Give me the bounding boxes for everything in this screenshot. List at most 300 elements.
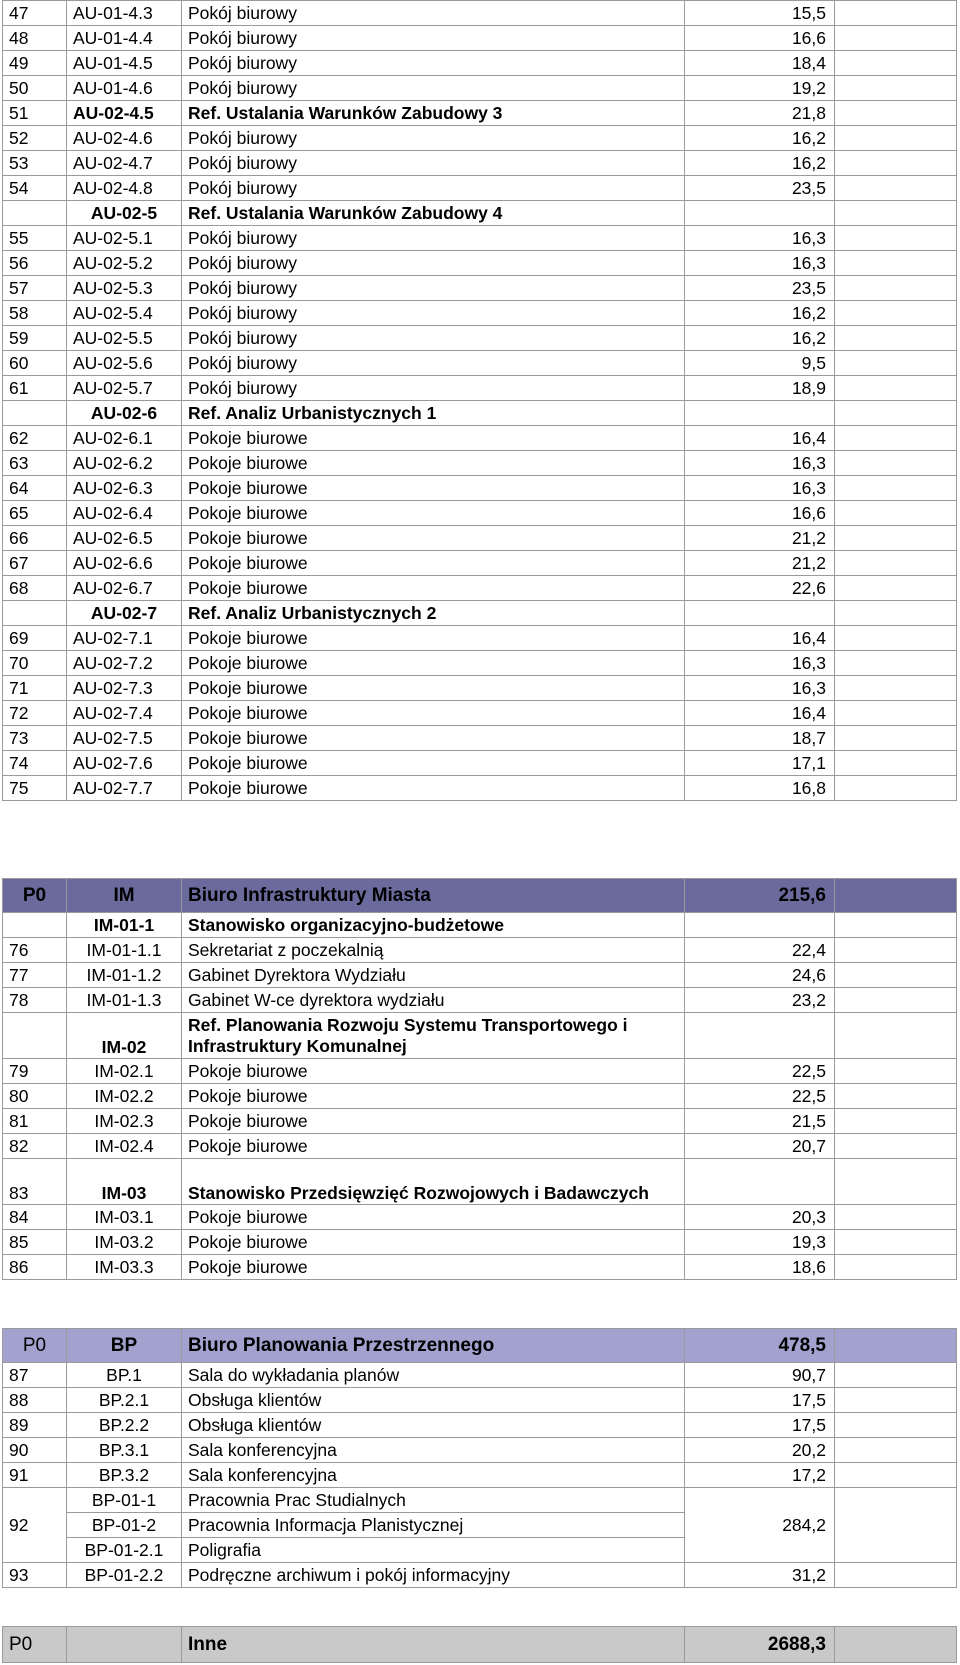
row-area: 16,2 [685,326,835,351]
table-row [3,1563,957,1588]
row-name: Obsługa klientów [182,1388,685,1413]
row-area: 17,5 [685,1413,835,1438]
row-area: 16,2 [685,126,835,151]
row-name: Pokój biurowy [182,126,685,151]
row-empty-cell [835,913,957,938]
row-area [685,401,835,426]
row-lp: 90 [3,1438,67,1463]
row-area: 17,1 [685,751,835,776]
row-code: AU-02-5.6 [67,351,182,376]
table-row [3,1463,957,1488]
im-rows-2 [3,1059,957,1159]
row-code: AU-02-5.2 [67,251,182,276]
row-area [685,913,835,938]
row-empty-cell [835,1,957,26]
table-row [3,226,957,251]
row-empty-cell [835,276,957,301]
row-empty-cell [835,1159,957,1205]
row-empty-cell [835,1109,957,1134]
row-lp: 49 [3,51,67,76]
table-row [3,726,957,751]
table-row [3,326,957,351]
bp-rows [3,1363,957,1488]
row-code: AU-01-4.4 [67,26,182,51]
im-rows-3 [3,1205,957,1280]
section-empty-cell [835,879,957,913]
row-lp: 67 [3,551,67,576]
row-empty-cell [835,1134,957,1159]
row-empty-cell [835,426,957,451]
row-area: 16,3 [685,451,835,476]
row-lp: 77 [3,963,67,988]
row-code: AU-02-6 [67,401,182,426]
row-empty-cell [835,126,957,151]
row-name: Ref. Ustalania Warunków Zabudowy 4 [182,201,685,226]
row-area: 19,3 [685,1230,835,1255]
row-lp: 66 [3,526,67,551]
row-empty-cell [835,151,957,176]
row-area: 23,5 [685,276,835,301]
row-lp: 70 [3,651,67,676]
row-area: 18,4 [685,51,835,76]
row-name: Ref. Analiz Urbanistycznych 1 [182,401,685,426]
table-row [3,251,957,276]
row-name: Pokój biurowy [182,151,685,176]
row-name: Pokoje biurowe [182,526,685,551]
row-lp: 63 [3,451,67,476]
row-lp: 60 [3,351,67,376]
section-title: Biuro Planowania Przestrzennego [182,1329,685,1363]
row-area: 16,4 [685,426,835,451]
row-lp: 69 [3,626,67,651]
row-area: 16,6 [685,26,835,51]
inne-table-block [2,1626,956,1663]
row-empty-cell [835,626,957,651]
row-lp [3,601,67,626]
row-code: AU-02-5.3 [67,276,182,301]
inne-table [2,1626,957,1663]
bp-table-block [2,1328,956,1588]
au-table-block [2,0,956,801]
row-area: 16,3 [685,251,835,276]
table-row [3,1134,957,1159]
row-code: AU-02-6.1 [67,426,182,451]
row-area: 24,6 [685,963,835,988]
row-area: 16,6 [685,501,835,526]
row-empty-cell [835,476,957,501]
row-empty-cell [835,1205,957,1230]
row-lp: 88 [3,1388,67,1413]
table-row [3,751,957,776]
row-lp [3,1013,67,1059]
group-empty-cell [835,1488,957,1563]
row-empty-cell [835,1463,957,1488]
row-empty-cell [835,1413,957,1438]
row-empty-cell [835,526,957,551]
group-item-name: Pracownia Prac Studialnych [182,1488,685,1513]
row-empty-cell [835,226,957,251]
row-empty-cell [835,676,957,701]
row-name: Pokoje biurowe [182,676,685,701]
table-row [3,1255,957,1280]
row-name: Ref. Analiz Urbanistycznych 2 [182,601,685,626]
row-empty-cell [835,938,957,963]
table-row [3,1084,957,1109]
row-area: 9,5 [685,351,835,376]
row-code: AU-02-5.1 [67,226,182,251]
row-lp: 71 [3,676,67,701]
row-code: IM-02.4 [67,1134,182,1159]
table-row [3,776,957,801]
row-code: AU-01-4.6 [67,76,182,101]
row-lp: 57 [3,276,67,301]
row-lp: 86 [3,1255,67,1280]
row-name: Gabinet Dyrektora Wydziału [182,963,685,988]
row-area: 16,4 [685,626,835,651]
table-row [3,1438,957,1463]
row-code: AU-02-5.7 [67,376,182,401]
row-name: Pokoje biurowe [182,626,685,651]
row-code: IM-01-1 [67,913,182,938]
row-name: Sala konferencyjna [182,1438,685,1463]
row-lp: 53 [3,151,67,176]
row-lp: 73 [3,726,67,751]
table-row [3,351,957,376]
table-row [3,938,957,963]
row-empty-cell [835,963,957,988]
row-lp: 78 [3,988,67,1013]
section-code: BP [67,1329,182,1363]
row-code: AU-02-6.5 [67,526,182,551]
row-empty-cell [835,1230,957,1255]
section-row-im [3,879,957,913]
row-area: 16,3 [685,651,835,676]
row-name: Pokój biurowy [182,326,685,351]
row-area [685,601,835,626]
row-name: Pokój biurowy [182,176,685,201]
table-row [3,651,957,676]
row-area: 21,5 [685,1109,835,1134]
section-row-bp [3,1329,957,1363]
row-lp [3,201,67,226]
row-code: AU-02-7.2 [67,651,182,676]
row-area: 23,2 [685,988,835,1013]
row-lp: 93 [3,1563,67,1588]
row-code: AU-02-7 [67,601,182,626]
table-row [3,1363,957,1388]
row-code: IM-03.1 [67,1205,182,1230]
table-row [3,26,957,51]
row-name: Pokoje biurowe [182,1084,685,1109]
row-name: Pokój biurowy [182,76,685,101]
row-code: IM-02 [67,1013,182,1059]
row-name: Sala do wykładania planów [182,1363,685,1388]
subheader-row [3,201,957,226]
group-item-code: BP-01-2.1 [67,1538,182,1563]
section-code: IM [67,879,182,913]
row-empty-cell [835,201,957,226]
table-row [3,576,957,601]
im-table-block [2,878,956,1280]
row-name: Pokoje biurowe [182,1134,685,1159]
section-lp: P0 [3,879,67,913]
row-code: AU-02-7.5 [67,726,182,751]
row-name: Pokój biurowy [182,276,685,301]
row-area: 16,3 [685,676,835,701]
section-lp: P0 [3,1329,67,1363]
section-area: 478,5 [685,1329,835,1363]
row-empty-cell [835,1255,957,1280]
row-area: 18,7 [685,726,835,751]
row-empty-cell [835,301,957,326]
row-area: 19,2 [685,76,835,101]
row-name: Pokój biurowy [182,376,685,401]
row-empty-cell [835,1363,957,1388]
row-code: AU-02-4.6 [67,126,182,151]
row-name: Gabinet W-ce dyrektora wydziału [182,988,685,1013]
section-title: Biuro Infrastruktury Miasta [182,879,685,913]
row-lp: 59 [3,326,67,351]
section-title: Inne [182,1627,685,1663]
row-area: 16,8 [685,776,835,801]
row-area: 20,7 [685,1134,835,1159]
row-empty-cell [835,326,957,351]
row-name: Pokoje biurowe [182,776,685,801]
row-code: IM-01-1.3 [67,988,182,1013]
table-row [3,988,957,1013]
row-code: AU-02-6.4 [67,501,182,526]
row-code: IM-03 [67,1159,182,1205]
row-empty-cell [835,1013,957,1059]
row-lp: 52 [3,126,67,151]
row-code: AU-02-6.6 [67,551,182,576]
row-empty-cell [835,401,957,426]
row-code: BP-01-2.2 [67,1563,182,1588]
subheader-row [3,1013,957,1059]
row-lp: 55 [3,226,67,251]
table-row [3,426,957,451]
row-empty-cell [835,1563,957,1588]
row-empty-cell [835,76,957,101]
row-name: Stanowisko organizacyjno-budżetowe [182,913,685,938]
table-row [3,551,957,576]
row-empty-cell [835,376,957,401]
row-area: 21,2 [685,551,835,576]
row-empty-cell [835,251,957,276]
row-code: IM-01-1.2 [67,963,182,988]
row-empty-cell [835,988,957,1013]
row-lp: 48 [3,26,67,51]
table-row [3,451,957,476]
table-row [3,376,957,401]
table-row [3,963,957,988]
row-area [685,1159,835,1205]
table-row [3,1388,957,1413]
row-name: Pokoje biurowe [182,426,685,451]
row-lp: 79 [3,1059,67,1084]
row-empty-cell [835,751,957,776]
row-name: Pokoje biurowe [182,651,685,676]
row-name: Pokoje biurowe [182,1230,685,1255]
table-row [3,501,957,526]
row-area: 90,7 [685,1363,835,1388]
row-lp: 85 [3,1230,67,1255]
row-empty-cell [835,501,957,526]
row-name: Pokoje biurowe [182,1255,685,1280]
table-row [3,1059,957,1084]
group-item-code: BP-01-1 [67,1488,182,1513]
row-name: Pokoje biurowe [182,501,685,526]
row-name: Pokój biurowy [182,351,685,376]
row-lp: 56 [3,251,67,276]
row-code: IM-03.3 [67,1255,182,1280]
row-code: AU-02-5.5 [67,326,182,351]
row-area: 15,5 [685,1,835,26]
row-area: 20,3 [685,1205,835,1230]
row-area: 16,2 [685,301,835,326]
row-lp [3,401,67,426]
row-code: AU-02-7.3 [67,676,182,701]
row-code: IM-01-1.1 [67,938,182,963]
row-area: 20,2 [685,1438,835,1463]
row-empty-cell [835,651,957,676]
row-name: Sekretariat z poczekalnią [182,938,685,963]
row-lp: 91 [3,1463,67,1488]
row-lp: 74 [3,751,67,776]
row-code: AU-01-4.5 [67,51,182,76]
group-item-name: Pracownia Informacja Planistycznej [182,1513,685,1538]
row-area: 22,5 [685,1084,835,1109]
row-name: Podręczne archiwum i pokój informacyjny [182,1563,685,1588]
section-empty-cell [835,1627,957,1663]
row-area: 22,5 [685,1059,835,1084]
row-area: 23,5 [685,176,835,201]
row-lp: 87 [3,1363,67,1388]
row-code: IM-02.2 [67,1084,182,1109]
group-area: 284,2 [685,1488,835,1563]
row-empty-cell [835,726,957,751]
row-empty-cell [835,776,957,801]
row-name: Pokoje biurowe [182,551,685,576]
row-code: AU-02-4.5 [67,101,182,126]
row-code: IM-02.3 [67,1109,182,1134]
row-name: Obsługa klientów [182,1413,685,1438]
row-code: BP.2.2 [67,1413,182,1438]
row-name: Pokój biurowy [182,51,685,76]
row-area: 18,9 [685,376,835,401]
row-name: Pokoje biurowe [182,751,685,776]
row-lp: 82 [3,1134,67,1159]
row-name-line2: Infrastruktury Komunalnej [188,1035,407,1056]
row-name: Pokoje biurowe [182,476,685,501]
row-code: AU-02-4.7 [67,151,182,176]
row-code: AU-02-5.4 [67,301,182,326]
row-code: AU-02-7.1 [67,626,182,651]
table-row [3,476,957,501]
row-empty-cell [835,1388,957,1413]
row-name: Pokój biurowy [182,251,685,276]
row-empty-cell [835,1084,957,1109]
row-empty-cell [835,1059,957,1084]
row-lp: 84 [3,1205,67,1230]
row-empty-cell [835,176,957,201]
row-empty-cell [835,701,957,726]
table-row [3,51,957,76]
row-code: BP.3.1 [67,1438,182,1463]
row-empty-cell [835,1438,957,1463]
section-empty-cell [835,1329,957,1363]
row-lp: 75 [3,776,67,801]
row-lp: 83 [3,1159,67,1205]
section-code [67,1627,182,1663]
table-row [3,76,957,101]
row-name: Pokój biurowy [182,301,685,326]
row-lp: 80 [3,1084,67,1109]
row-area [685,201,835,226]
row-empty-cell [835,576,957,601]
group-lp: 92 [3,1488,67,1563]
table-row [3,151,957,176]
table-row [3,1,957,26]
row-empty-cell [835,51,957,76]
row-lp [3,913,67,938]
row-lp: 54 [3,176,67,201]
row-area: 17,2 [685,1463,835,1488]
row-name: Pokoje biurowe [182,1205,685,1230]
im-rows-1 [3,938,957,1013]
row-area: 21,8 [685,101,835,126]
table-row [3,126,957,151]
bp-table [2,1328,957,1588]
row-name: Sala konferencyjna [182,1463,685,1488]
row-name: Pokoje biurowe [182,1059,685,1084]
row-name: Pokoje biurowe [182,701,685,726]
row-code: IM-02.1 [67,1059,182,1084]
subheader-row [3,1159,957,1205]
row-area: 16,2 [685,151,835,176]
row-code: AU-02-7.6 [67,751,182,776]
row-area: 16,4 [685,701,835,726]
table-row [3,676,957,701]
row-area: 31,2 [685,1563,835,1588]
subheader-row [3,401,957,426]
group-item-name: Poligrafia [182,1538,685,1563]
row-area: 16,3 [685,226,835,251]
row-area [685,1013,835,1059]
table-row [3,526,957,551]
row-area: 18,6 [685,1255,835,1280]
row-empty-cell [835,601,957,626]
row-code: BP.1 [67,1363,182,1388]
table-row [3,626,957,651]
row-lp: 81 [3,1109,67,1134]
section-area: 2688,3 [685,1627,835,1663]
row-lp: 76 [3,938,67,963]
row-name: Pokoje biurowe [182,576,685,601]
row-lp: 61 [3,376,67,401]
row-lp: 51 [3,101,67,126]
row-name: Pokoje biurowe [182,1109,685,1134]
row-name: Pokój biurowy [182,26,685,51]
row-code: AU-01-4.3 [67,1,182,26]
row-name: Stanowisko Przedsięwzięć Rozwojowych i Badawczych [182,1159,685,1205]
section-lp: P0 [3,1627,67,1663]
row-area: 17,5 [685,1388,835,1413]
row-name: Ref. Ustalania Warunków Zabudowy 3 [182,101,685,126]
row-lp: 64 [3,476,67,501]
row-lp: 50 [3,76,67,101]
table-row [3,1230,957,1255]
